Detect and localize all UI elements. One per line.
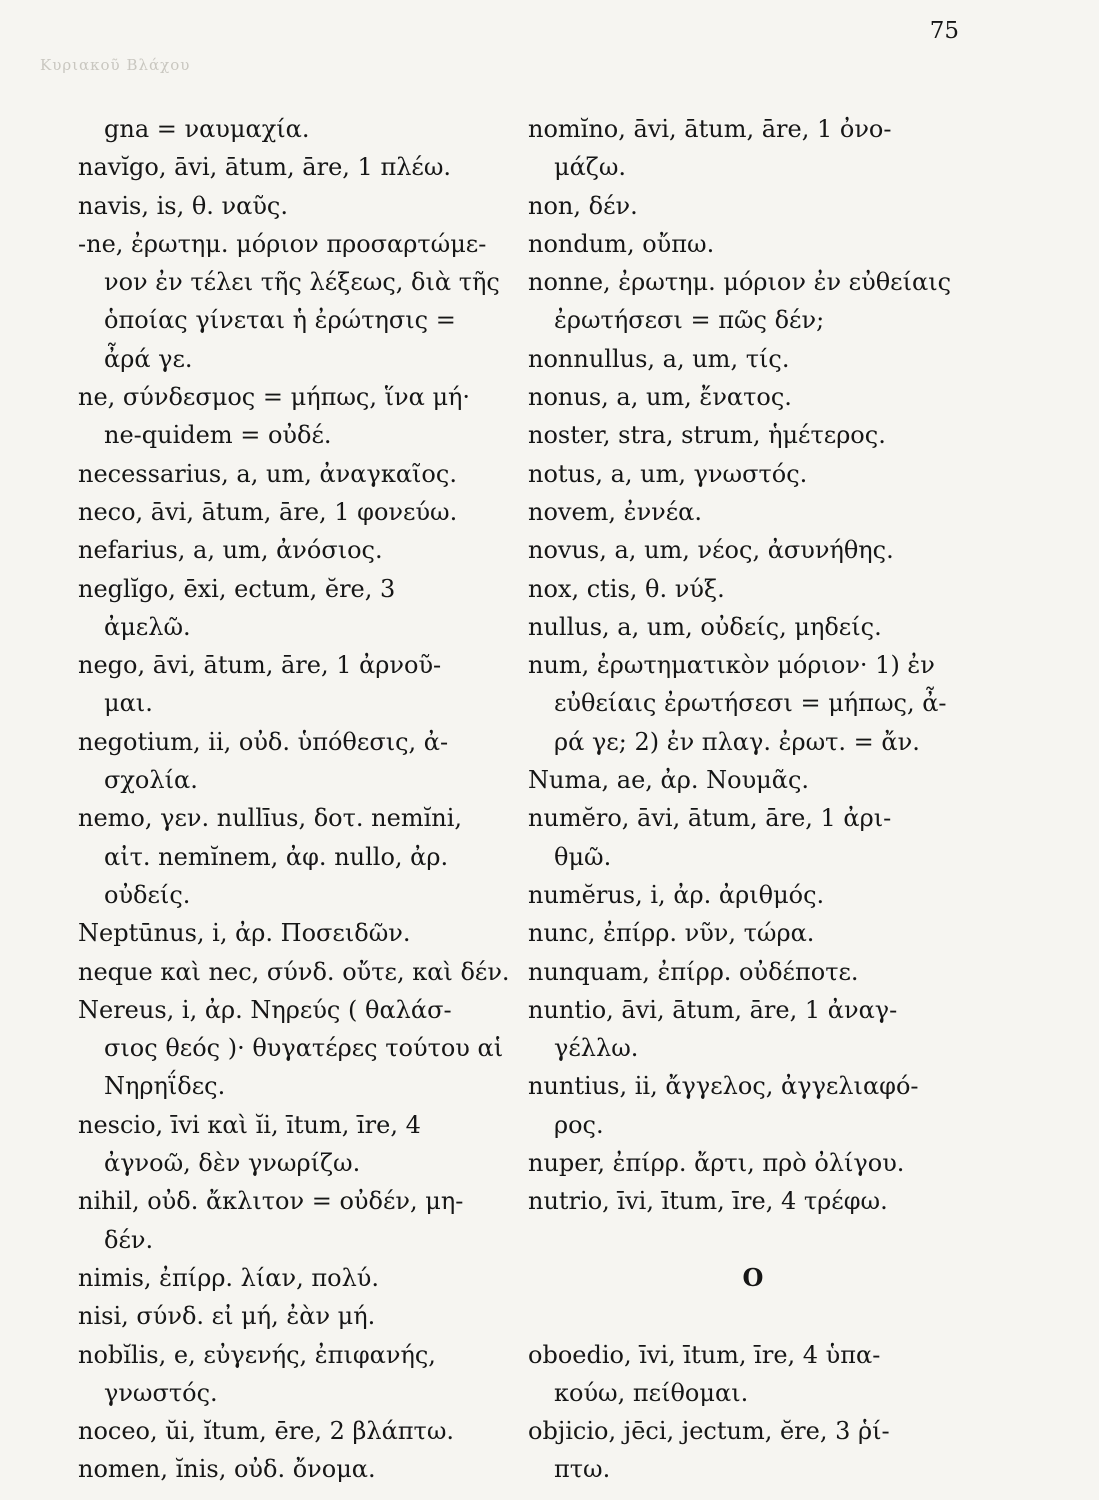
right-column xyxy=(528,110,978,1489)
entry-line: nondum, οὔπω. xyxy=(528,229,715,258)
entry-line: nutrio, īvi, ītum, īre, 4 τρέφω. xyxy=(528,1187,888,1216)
entry-line: nemo, γεν. nullīus, δοτ. nemĭni, xyxy=(78,804,463,833)
entry-line: ἀμελῶ. xyxy=(104,612,191,641)
entry-line: negotium, ii, οὐδ. ὑπόθεσις, ἀ- xyxy=(78,727,449,756)
spacer xyxy=(528,1221,978,1259)
entry-line: αἰτ. nemĭnem, ἀφ. nullo, ἀρ. xyxy=(104,842,449,871)
entry-line: ne-quidem = οὐδέ. xyxy=(104,421,332,450)
entry-line: noceo, ŭi, ĭtum, ēre, 2 βλάπτω. xyxy=(78,1417,455,1446)
entry-line: nisi, σύνδ. εἰ μή, ἐὰν μή. xyxy=(78,1302,376,1331)
entry-line: nullus, a, um, οὐδείς, μηδείς. xyxy=(528,612,882,641)
entry-line: σχολία. xyxy=(104,766,198,795)
entry-line: ὁποίας γίνεται ἡ ἐρώτησις = xyxy=(104,306,456,335)
entry-line: Neptūnus, i, ἀρ. Ποσειδῶν. xyxy=(78,919,411,948)
entry-line: nefarius, a, um, ἀνόσιος. xyxy=(78,536,383,565)
entry-line: -ne, ἐρωτημ. μόριον προσαρτώμε- xyxy=(78,229,487,258)
entry-line: ρά γε; 2) ἐν πλαγ. ἐρωτ. = ἄν. xyxy=(554,727,920,756)
entry-line: μάζω. xyxy=(554,153,627,182)
entry-line: num, ἐρωτηματικὸν μόριον· 1) ἐν xyxy=(528,651,935,680)
entry-line: nonus, a, um, ἔνατος. xyxy=(528,383,792,412)
entry-line: nihil, οὐδ. ἄκλιτον = οὐδέν, μη- xyxy=(78,1187,464,1216)
left-column xyxy=(78,110,518,1489)
entry-line: non, δέν. xyxy=(528,191,638,220)
entry-line: ρος. xyxy=(554,1110,604,1139)
entry-line: nobĭlis, e, εὐγενής, ἐπιφανής, xyxy=(78,1340,436,1369)
entry-line: objicio, jēci, jectum, ĕre, 3 ῥί- xyxy=(528,1417,890,1446)
entry-line: nunquam, ἐπίρρ. οὐδέποτε. xyxy=(528,957,859,986)
entry-line: ἐρωτήσεσι = πῶς δέν; xyxy=(554,306,825,335)
entry-line: οὐδείς. xyxy=(104,880,191,909)
entry-line: novem, ἐννέα. xyxy=(528,497,703,526)
entry-line: ἆρά γε. xyxy=(104,344,193,373)
entry-line: nescio, īvi καὶ ĭi, ītum, īre, 4 xyxy=(78,1110,421,1139)
entry-line: nox, ctis, θ. νύξ. xyxy=(528,574,725,603)
section-letter-heading: O xyxy=(742,1262,764,1292)
entry-line: numĕro, āvi, ātum, āre, 1 ἀρι- xyxy=(528,804,892,833)
entry-line: δέν. xyxy=(104,1225,154,1254)
entry-line: Numa, ae, ἀρ. Νουμᾶς. xyxy=(528,766,810,795)
entry-line: neque καὶ nec, σύνδ. οὔτε, καὶ δέν. xyxy=(78,957,510,986)
entry-line: navĭgo, āvi, ātum, āre, 1 πλέω. xyxy=(78,153,452,182)
bleed-through-text: Κυριακοῦ Βλάχου xyxy=(40,56,191,74)
entry-line: nonne, ἐρωτημ. μόριον ἐν εὐθείαις xyxy=(528,268,952,297)
entry-line: necessarius, a, um, ἀναγκαῖος. xyxy=(78,459,457,488)
entry-line: navis, is, θ. ναῦς. xyxy=(78,191,288,220)
entry-line: ne, σύνδεσμος = μήπως, ἵνα μή· xyxy=(78,383,471,412)
entry-line: Nereus, i, ἀρ. Νηρεύς ( θαλάσ- xyxy=(78,995,452,1024)
entry-line: oboedio, īvi, ītum, īre, 4 ὑπα- xyxy=(528,1340,881,1369)
entry-line: neco, āvi, ātum, āre, 1 φονεύω. xyxy=(78,497,458,526)
entry-line: gna = ναυμαχία. xyxy=(104,115,310,143)
entry-line: μαι. xyxy=(104,689,153,718)
entry-line: nomĭno, āvi, ātum, āre, 1 ὀνο- xyxy=(528,115,892,143)
entry-line: Νηρηΐδες. xyxy=(104,1072,226,1101)
entry-line: nego, āvi, ātum, āre, 1 ἀρνοῦ- xyxy=(78,651,442,680)
entry-line: θμῶ. xyxy=(554,842,612,871)
entry-line: noster, stra, strum, ἡμέτερος. xyxy=(528,421,886,450)
entry-line: ἀγνοῶ, δὲν γνωρίζω. xyxy=(104,1149,361,1178)
entry-line: nuntio, āvi, ātum, āre, 1 ἀναγ- xyxy=(528,995,898,1024)
entry-line: nimis, ἐπίρρ. λίαν, πολύ. xyxy=(78,1263,380,1292)
entry-line: nuper, ἐπίρρ. ἄρτι, πρὸ ὀλίγου. xyxy=(528,1149,905,1178)
entry-line: neglĭgo, ēxi, ectum, ĕre, 3 xyxy=(78,574,396,603)
entry-line: γέλλω. xyxy=(554,1034,639,1063)
entry-line: nunc, ἐπίρρ. νῦν, τώρα. xyxy=(528,919,815,948)
spacer xyxy=(528,1297,978,1335)
entry-line: εὐθείαις ἐρωτήσεσι = μήπως, ἆ- xyxy=(554,689,947,718)
entry-line: nuntius, ii, ἄγγελος, ἀγγελιαφό- xyxy=(528,1072,919,1101)
entry-line: σιος θεός )· θυγατέρες τούτου αἱ xyxy=(104,1034,504,1063)
entry-line: κούω, πείθομαι. xyxy=(554,1378,749,1407)
entry-line: notus, a, um, γνωστός. xyxy=(528,459,808,488)
entry-line: nomen, ĭnis, οὐδ. ὄνομα. xyxy=(78,1455,376,1484)
page-number: 75 xyxy=(929,18,959,44)
entry-line: numĕrus, i, ἀρ. ἀριθμός. xyxy=(528,880,825,909)
entry-line: nonnullus, a, um, τίς. xyxy=(528,344,790,373)
entry-line: πτω. xyxy=(554,1455,611,1484)
entry-line: γνωστός. xyxy=(104,1378,218,1407)
entry-line: novus, a, um, νέος, ἀσυνήθης. xyxy=(528,536,894,565)
entry-line: νον ἐν τέλει τῆς λέξεως, διὰ τῆς xyxy=(104,268,500,297)
